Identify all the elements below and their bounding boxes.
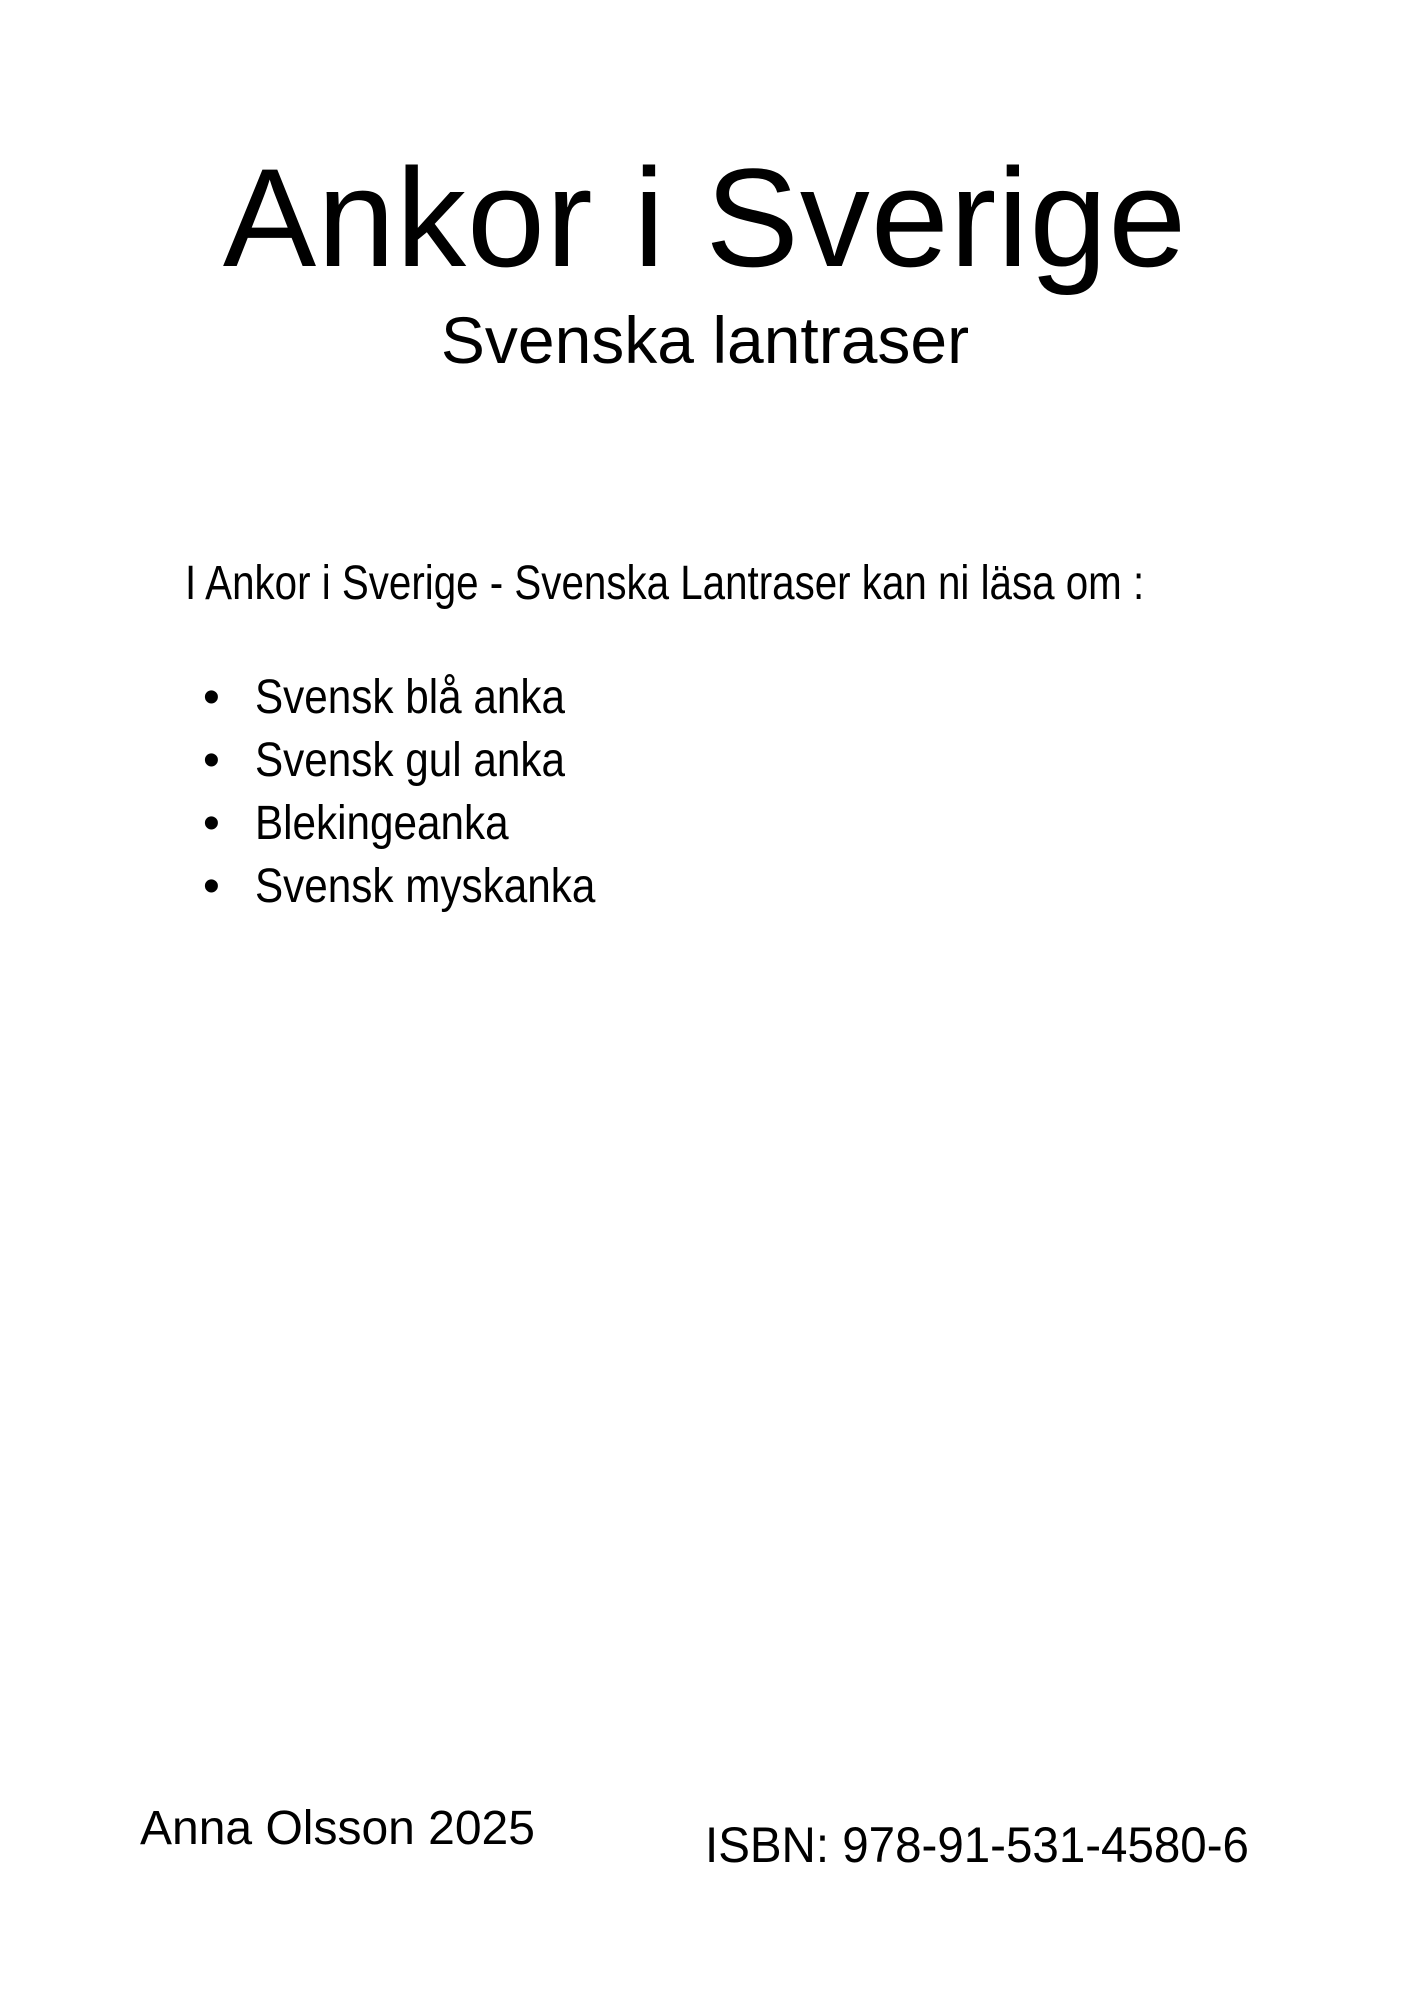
bullet-icon: •	[203, 860, 220, 913]
list-item-label: Svensk blå anka	[255, 671, 565, 724]
list-item	[185, 855, 642, 918]
list-item-label: Svensk myskanka	[255, 860, 596, 913]
duck-breed-list	[185, 666, 642, 918]
bullet-icon: •	[203, 797, 220, 850]
isbn-text: ISBN: 978-91-531-4580-6	[705, 1817, 1249, 1873]
list-item-label: Blekingeanka	[255, 797, 509, 850]
intro-text: I Ankor i Sverige - Svenska Lantraser kan ni läsa om :	[185, 557, 1145, 610]
book-title: Ankor i Sverige	[222, 139, 1188, 296]
bullet-icon: •	[203, 671, 220, 724]
list-item-label: Svensk gul anka	[255, 734, 565, 787]
bullet-icon: •	[203, 734, 220, 787]
list-item	[185, 666, 642, 729]
list-item	[185, 792, 642, 855]
book-subtitle: Svenska lantraser	[440, 303, 970, 377]
author-credit: Anna Olsson 2025	[140, 1802, 535, 1855]
list-item	[185, 729, 642, 792]
